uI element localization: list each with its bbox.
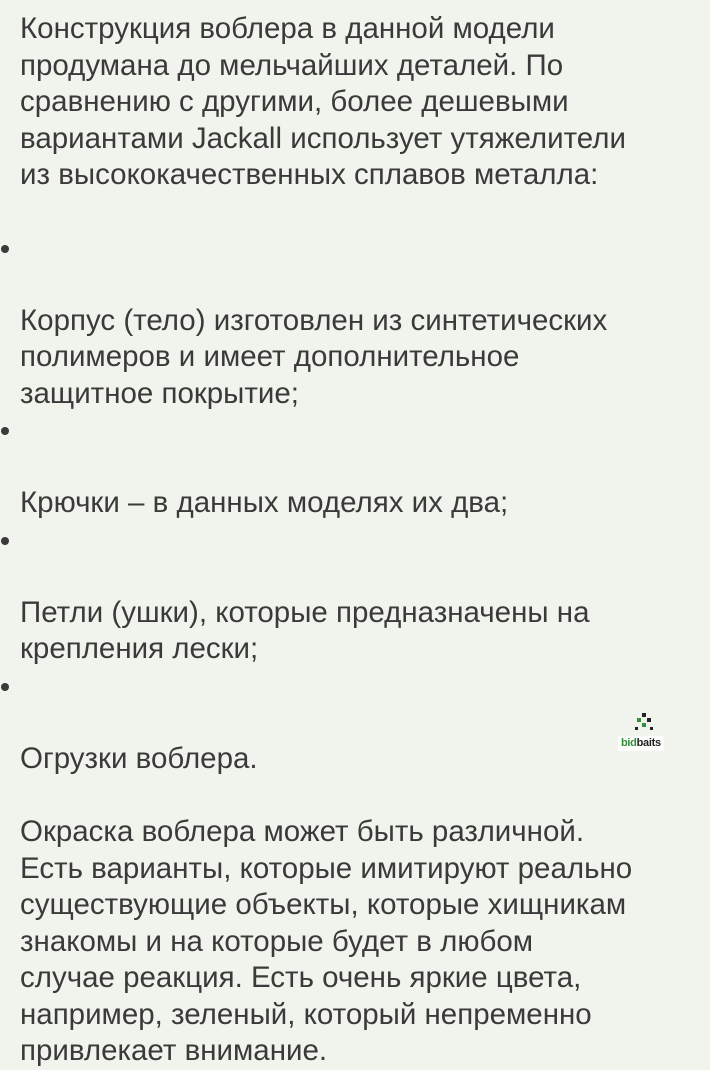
list-item	[20, 668, 710, 778]
bullet-icon	[1, 537, 9, 545]
list-item	[20, 230, 710, 413]
intro-paragraph: Конструкция воблера в данной модели продумана до мельчайших деталей. По сравнению с другими, более дешевыми вариантами Jackall использует утяжелители из высококачественных сплавов металла:	[20, 12, 626, 191]
watermark	[618, 712, 674, 762]
list-item-text: Крючки – в данных моделях их два;	[20, 486, 509, 519]
list-item-text: Огрузки воблера.	[20, 741, 258, 775]
bullet-icon	[1, 245, 9, 253]
watermark-text	[618, 736, 664, 751]
components-list	[20, 230, 710, 778]
list-item	[20, 412, 710, 522]
list-item-text: Петли (ушки), которые предназначены на крепления лески;	[20, 595, 590, 665]
bullet-icon	[1, 427, 9, 435]
paragraph-spacer	[20, 777, 710, 814]
article-body	[20, 11, 710, 1070]
paragraph-spacer	[20, 194, 710, 230]
outro-paragraph: Окраска воблера может быть различной. Есть варианты, которые имитируют реально существующие объекты, которые хищникам знакомы и на которые будет в любом случае реакция. Есть очень яркие цвета, например, зеленый, который непременно привлекает внимание.	[20, 815, 633, 1067]
watermark-prefix: bid	[621, 737, 637, 749]
bullet-icon	[1, 683, 9, 691]
list-item-text: Корпус (тело) изготовлен из синтетических полимеров и имеет дополнительное защитное покрытие;	[20, 303, 608, 410]
list-item	[20, 522, 710, 668]
watermark-suffix: baits	[636, 737, 661, 749]
bidbaits-logo-icon	[634, 712, 654, 734]
